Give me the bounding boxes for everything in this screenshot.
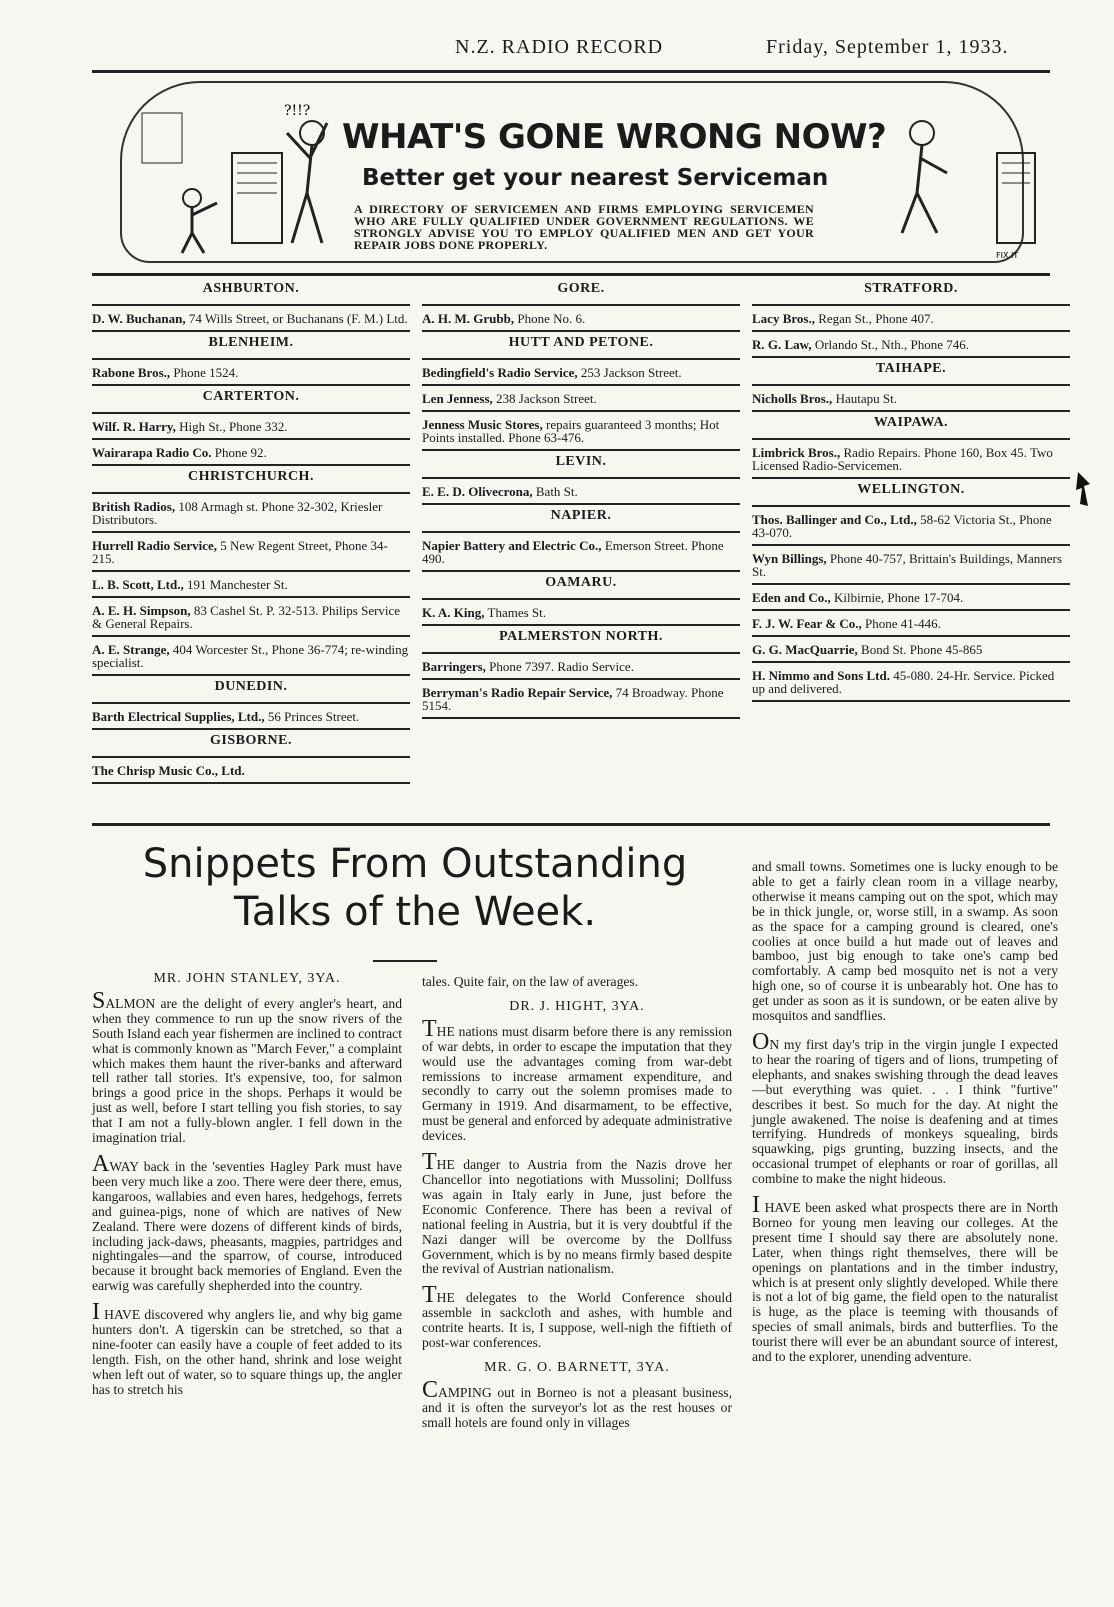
article-paragraph	[422, 1015, 732, 1144]
article-column-2	[422, 975, 732, 1441]
directory-city-heading: WAIPAWA.	[752, 412, 1070, 440]
directory-entry	[92, 360, 410, 386]
banner-notice: A DIRECTORY OF SERVICEMEN AND FIRMS EMPLOYING SERVICEMEN WHO ARE FULLY QUALIFIED UNDER GOVERNMENT REGULATIONS. WE STRONGLY ADVISE YOU TO EMPLOY QUALIFIED MEN AND GET YOUR REPAIR JOBS DONE PROPERLY.	[354, 202, 814, 252]
directory-entry-name: Eden and Co.,	[752, 590, 831, 605]
directory-city-heading: GISBORNE.	[92, 730, 410, 758]
directory-entry	[752, 546, 1070, 585]
directory-entry-name: British Radios,	[92, 499, 176, 514]
paragraph-text: HE nations must disarm before there is any remission of war debts, in order to escape the imputation that they would use the advantages coming from war-debt remissions to increase armament expenditure, and secondly to carry out the solemn promises made to Germany in 1919. And disarmament, to be effective, must be general and enforced by adequate administrative devices.	[422, 1023, 732, 1144]
directory-entry-name: Wairarapa Radio Co.	[92, 445, 212, 460]
directory-entry	[92, 440, 410, 466]
paragraph-text: HE delegates to the World Conference should assemble in sackcloth and ashes, with humble and contrite hearts. It is, I suppose, well-nigh the fiftieth of post-war conferences.	[422, 1290, 732, 1351]
directory-entry	[752, 332, 1070, 358]
directory-entry-detail: 58-62 Victoria St., Phone 43-070.	[752, 512, 1052, 540]
drop-initial: T	[422, 1282, 437, 1309]
directory-entry-name: Len Jenness,	[422, 391, 493, 406]
directory-entry-detail: Phone 1524.	[173, 365, 239, 380]
directory-entry-detail: Thames St.	[487, 605, 547, 620]
directory-entry	[92, 637, 410, 676]
article-column-3	[752, 860, 1058, 1375]
directory-entry-detail: Bond St. Phone 45-865	[861, 642, 983, 657]
directory-entry-detail: High St., Phone 332.	[179, 419, 288, 434]
directory-entry-detail: Regan St., Phone 407.	[818, 311, 934, 326]
directory-entry	[752, 663, 1070, 702]
directory-entry	[422, 412, 740, 451]
directory-entry-name: Hurrell Radio Service,	[92, 538, 218, 553]
article-paragraph	[752, 860, 1058, 1024]
article-paragraph	[92, 1150, 402, 1294]
article-title-line2: Talks of the Week.	[233, 889, 597, 935]
directory-entry-name: G. G. MacQuarrie,	[752, 642, 858, 657]
article-title	[120, 840, 710, 936]
serviceman-illustration	[892, 113, 1042, 263]
directory-entry	[752, 386, 1070, 412]
directory-entry	[92, 758, 410, 784]
directory-city-heading: WELLINGTON.	[752, 479, 1070, 507]
directory-entry-name: The Chrisp Music Co., Ltd.	[92, 763, 245, 778]
directory-entry-detail: Bath St.	[535, 484, 578, 499]
paragraph-text: tales. Quite fair, on the law of averages.	[422, 974, 639, 989]
directory-entry	[752, 507, 1070, 546]
directory-entry-detail: Orlando St., Nth., Phone 746.	[814, 337, 970, 352]
directory-entry	[422, 479, 740, 505]
servicemen-banner	[92, 70, 1050, 276]
banner-subhead: Better get your nearest Serviceman	[362, 165, 829, 191]
directory-entry	[92, 572, 410, 598]
directory-entry	[422, 386, 740, 412]
directory-entry	[422, 600, 740, 626]
paragraph-text: ALMON are the delight of every angler's heart, and when they commence to run up the snow rivers of the South Island each year fishermen are inclined to contract what is commonly known as "March Fever," a complaint which makes them haunt the river-banks and afterward tell rather tall stories. It's expensive, too, for salmon brings a good price in the shops. Perhaps it would be just as well, before I start telling you fish stories, to say that I am not a fully-blown angler. I fell down in the imagination trial.	[92, 995, 402, 1146]
directory-entry-name: Berryman's Radio Repair Service,	[422, 685, 613, 700]
directory-entry-name: Limbrick Bros.,	[752, 445, 841, 460]
directory-entry-detail: Phone 40-757, Brittain's Buildings, Manners St.	[752, 551, 1062, 579]
directory-entry-detail: 5 New Regent Street, Phone 34-215.	[92, 538, 388, 566]
directory-entry-name: Lacy Bros.,	[752, 311, 815, 326]
directory-bottom-rule	[92, 823, 1050, 826]
paragraph-text: HAVE been asked what prospects there are in North Borneo for young men leaving our colleges. At the present time I should say there are absolutely none. Later, when things right themselves, there will be openings on plantations and in the timber industry, which is at present only slightly developed. While there is not a lot of big game, the field open to the naturalist is huge, as the place is teeming with thousands of species of small animals, birds and butterflies. To the tourist there will ever be an abundant source of interest, and to the explorer, unending adventure.	[752, 1200, 1058, 1365]
directory-entry	[752, 637, 1070, 663]
directory-entry-detail: Phone 92.	[214, 445, 267, 460]
paragraph-text: and small towns. Sometimes one is lucky enough to be able to get a fairly clean room in a village nearby, otherwise it means camping out on the spot, which may be in thick jungle, or, worse still, in a swamp. As soon as the space for a camping ground is cleared, one's coolies at once build a hut made out of leaves and bamboo, just big enough to take one's camp bed comfortably. A camp bed mosquito net is not a very high one, so of course it is unbearably hot. One has to get under as soon as it is sundown, or be eaten alive by mosquitos and sandflies.	[752, 859, 1058, 1024]
directory-entry-name: Barringers,	[422, 659, 486, 674]
directory-city-heading: DUNEDIN.	[92, 676, 410, 704]
directory-entry-detail: 56 Princes Street.	[267, 709, 360, 724]
directory-entry-detail: Phone No. 6.	[517, 311, 586, 326]
directory-entry-detail: Phone 7397. Radio Service.	[489, 659, 634, 674]
directory-entry	[422, 533, 740, 572]
directory-entry-detail: 191 Manchester St.	[186, 577, 288, 592]
drop-initial: T	[422, 1015, 437, 1042]
directory-entry-detail: 253 Jackson Street.	[580, 365, 682, 380]
directory-entry-detail: 74 Broadway. Phone 5154.	[422, 685, 724, 713]
directory-entry-name: Rabone Bros.,	[92, 365, 171, 380]
directory-entry-name: Wilf. R. Harry,	[92, 419, 176, 434]
directory-entry-name: F. J. W. Fear & Co.,	[752, 616, 862, 631]
directory-entry	[422, 360, 740, 386]
banner-headline: WHAT'S GONE WRONG NOW?	[342, 117, 887, 157]
paragraph-text: AMPING out in Borneo is not a pleasant business, and it is often the surveyor's lot as the rest houses or small hotels are found only in villages	[422, 1384, 732, 1430]
directory-entry-name: Wyn Billings,	[752, 551, 827, 566]
directory-entry	[422, 654, 740, 680]
directory-entry-name: Bedingfield's Radio Service,	[422, 365, 578, 380]
directory-entry	[92, 704, 410, 730]
issue-date: Friday, September 1, 1933.	[766, 36, 1009, 58]
directory-entry	[92, 598, 410, 637]
directory-column-1	[92, 278, 410, 784]
directory-entry	[752, 440, 1070, 479]
directory-city-heading: CARTERTON.	[92, 386, 410, 414]
article-paragraph	[422, 1149, 732, 1277]
drop-initial: O	[752, 1028, 770, 1055]
article-paragraph	[422, 975, 732, 990]
directory-city-heading: PALMERSTON NORTH.	[422, 626, 740, 654]
directory-city-heading: LEVIN.	[422, 451, 740, 479]
directory-city-heading: BLENHEIM.	[92, 332, 410, 360]
speaker-heading: MR. JOHN STANLEY, 3YA.	[153, 971, 341, 986]
directory-entry-detail: 108 Armagh st. Phone 32-302, Kriesler Distributors.	[92, 499, 383, 527]
directory-entry-detail: Emerson Street. Phone 490.	[422, 538, 724, 566]
directory-entry	[752, 585, 1070, 611]
directory-city-heading: OAMARU.	[422, 572, 740, 600]
directory-entry-name: Napier Battery and Electric Co.,	[422, 538, 602, 553]
directory-city-heading: GORE.	[422, 278, 740, 306]
directory-city-heading: NAPIER.	[422, 505, 740, 533]
directory-entry-name: A. E. Strange,	[92, 642, 170, 657]
directory-entry-name: Nicholls Bros.,	[752, 391, 833, 406]
directory-entry-name: Barth Electrical Supplies, Ltd.,	[92, 709, 265, 724]
paragraph-text: N my first day's trip in the virgin jungle I expected to hear the roaring of tigers and of lions, trumpeting of elephants, and snakes swishing through the dead leaves—but everything was quiet. . . I think "furtive" describes it best. So much for the day. At night the jungle awakened. The noise is deafening and at times terrifying. Hundreds of monkeys squealing, birds squawking, pigs grunting, buzzing insects, and the occasional trumpet of elephants or roar of gorillas, all combine to make the night hideous.	[752, 1036, 1058, 1187]
directory-entry-name: Thos. Ballinger and Co., Ltd.,	[752, 512, 917, 527]
directory-entry-detail: repairs guaranteed 3 months; Hot Points installed. Phone 63-476.	[422, 417, 720, 445]
article-title-line1: Snippets From Outstanding	[142, 841, 688, 887]
directory-entry-name: R. G. Law,	[752, 337, 812, 352]
directory-entry-detail: Radio Repairs. Phone 160, Box 45. Two Licensed Radio-Servicemen.	[752, 445, 1053, 473]
article-paragraph	[422, 1282, 732, 1351]
masthead: N.Z. RADIO RECORD	[455, 36, 664, 58]
paragraph-text: HE danger to Austria from the Nazis drove her Chancellor into negotiations with Mussolini; Dollfuss was again in Italy early in June, just before the Economic Conference. There has been a revival of national feeling in Austria, but it is very doubtful if the Nazi danger will be overcome by the Dollfuss Government, which is by no means firmly based despite the revival of Austrian nationalism.	[422, 1157, 732, 1277]
directory-city-heading: TAIHAPE.	[752, 358, 1070, 386]
directory-entry-name: H. Nimmo and Sons Ltd.	[752, 668, 890, 683]
directory-city-heading: CHRISTCHURCH.	[92, 466, 410, 494]
directory-entry-detail: Hautapu St.	[835, 391, 897, 406]
directory-entry-name: E. E. D. Olivecrona,	[422, 484, 533, 499]
article-paragraph	[92, 987, 402, 1146]
drop-initial: T	[422, 1149, 437, 1176]
drop-initial: A	[92, 1150, 110, 1177]
directory-column-3	[752, 278, 1070, 702]
directory-entry-name: D. W. Buchanan,	[92, 311, 186, 326]
cartoon-label: FIX IT	[996, 251, 1019, 260]
directory-entry	[92, 533, 410, 572]
directory-entry-name: A. H. M. Grubb,	[422, 311, 515, 326]
title-rule	[373, 960, 437, 962]
directory-entry	[752, 611, 1070, 637]
speaker-heading: DR. J. HIGHT, 3YA.	[509, 998, 645, 1014]
drop-initial: C	[422, 1376, 439, 1403]
directory-entry-detail: Phone 41-446.	[865, 616, 941, 631]
directory-entry	[422, 680, 740, 719]
directory-entry	[422, 306, 740, 332]
directory-entry-detail: 404 Worcester St., Phone 36-774; re-winding specialist.	[92, 642, 409, 670]
article-paragraph	[422, 1376, 732, 1431]
margin-mark-icon	[1074, 470, 1094, 510]
drop-initial: S	[92, 987, 106, 1014]
drop-initial: I	[752, 1192, 760, 1219]
directory-city-heading: STRATFORD.	[752, 278, 1070, 306]
directory-city-heading: ASHBURTON.	[92, 278, 410, 306]
directory-entry-name: Jenness Music Stores,	[422, 417, 543, 432]
directory-entry	[752, 306, 1070, 332]
article-paragraph	[92, 1299, 402, 1397]
directory-entry	[92, 494, 410, 533]
directory-entry-name: A. E. H. Simpson,	[92, 603, 191, 618]
directory-entry-name: L. B. Scott, Ltd.,	[92, 577, 184, 592]
drop-initial: I	[92, 1299, 100, 1326]
article-paragraph	[752, 1028, 1058, 1187]
directory-entry-detail: 83 Cashel St. P. 32-513. Philips Service & General Repairs.	[92, 603, 401, 631]
angry-listener-illustration	[122, 93, 332, 263]
paragraph-text: HAVE discovered why anglers lie, and why big game hunters don't. A tigerskin can be stretched, so that a nine-footer can easily have a couple of feet added to its length. Fish, on the other hand, shrink and lose weight when left out of water, so to square things up, the angler has to stretch his	[92, 1307, 402, 1397]
paragraph-text: WAY back in the 'seventies Hagley Park must have been very much like a zoo. There were deer there, emus, kangaroos, wallabies and even hares, hedgehogs, ferrets and guinea-pigs, none of which are natives of New Zealand. There were dozens of different kinds of birds, including jack-daws, pheasants, magpies, partridges and nightingales—and the sparrow, of course, introduced because it brought back memories of England. Even the earwig was carefully shepherded into the country.	[92, 1158, 402, 1294]
cartoon-exclaim: ?!!?	[284, 103, 311, 119]
directory-entry	[92, 306, 410, 332]
speaker-heading: MR. G. O. BARNETT, 3YA.	[484, 1359, 670, 1375]
directory-column-2	[422, 278, 740, 719]
directory-entry-detail: 238 Jackson Street.	[496, 391, 597, 406]
directory-entry-name: K. A. King,	[422, 605, 485, 620]
article-paragraph	[752, 1192, 1058, 1365]
directory-entry-detail: 45-080. 24-Hr. Service. Picked up and delivered.	[752, 668, 1055, 696]
directory-city-heading: HUTT AND PETONE.	[422, 332, 740, 360]
directory-entry-detail: 74 Wills Street, or Buchanans (F. M.) Ltd.	[188, 311, 408, 326]
article-column-1	[92, 968, 402, 1408]
directory-entry	[92, 414, 410, 440]
directory-entry-detail: Kilbirnie, Phone 17-704.	[834, 590, 964, 605]
